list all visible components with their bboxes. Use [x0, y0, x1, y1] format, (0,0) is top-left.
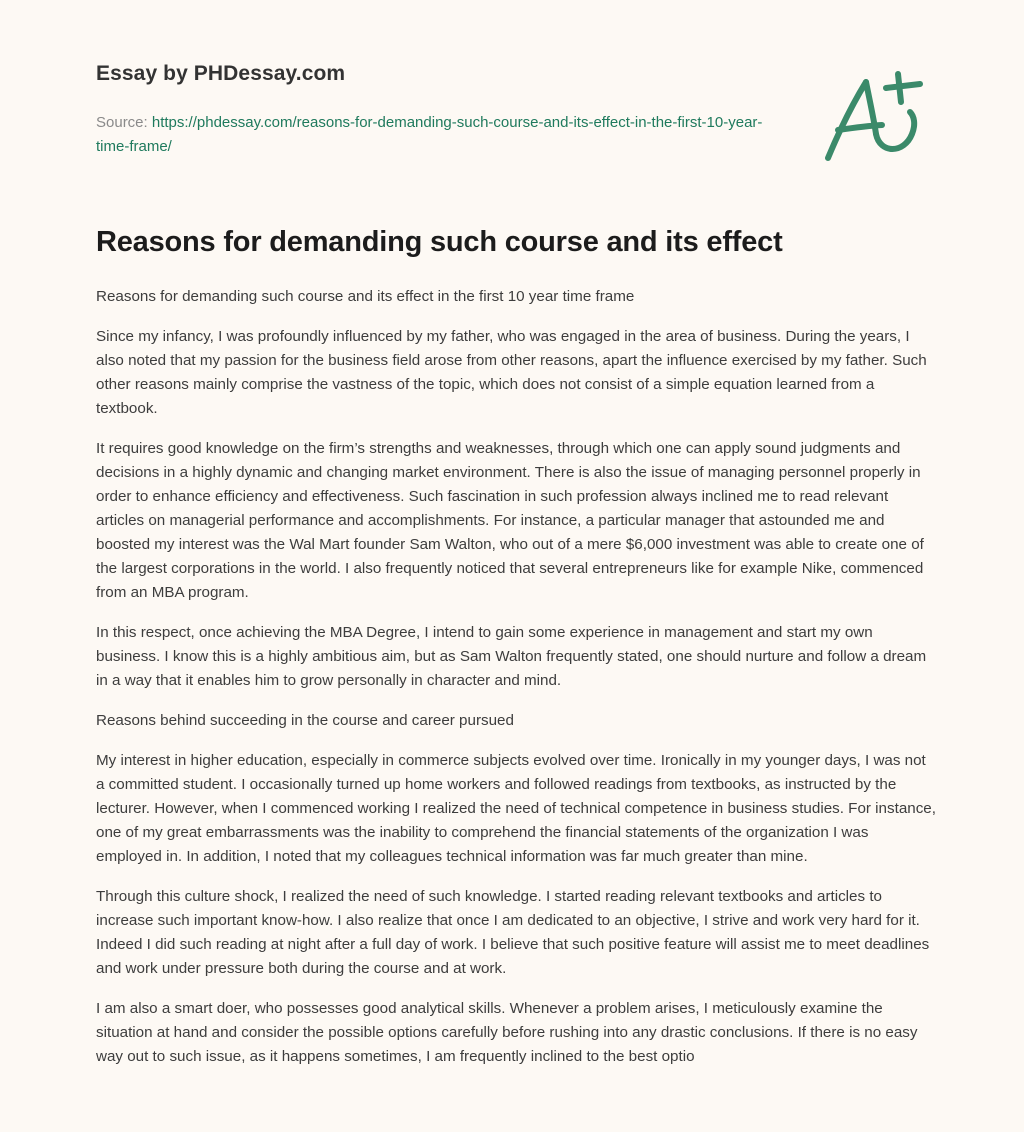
a-plus-grade-icon: [824, 68, 930, 166]
source-label: Source:: [96, 114, 152, 131]
source-line: [96, 111, 776, 159]
essay-body: [96, 285, 936, 1085]
essay-paragraph: I am also a smart doer, who possesses good analytical skills. Whenever a problem arises, I meticulously examine the situation at hand and consider the possible options carefully before rushing into any drastic conclusions. If there is no easy way out to such issue, as it happens sometimes, I am frequently inclined to the best optio: [96, 1000, 918, 1065]
essay-paragraph: Through this culture shock, I realized the need of such knowledge. I started reading relevant textbooks and articles to increase such important know-how. I also realize that once I am dedicated to an objective, I strive and work very hard for it. Indeed I did such reading at night after a full day of work. I believe that such positive feature will assist me to meet deadlines and work under pressure both during the course and at work.: [96, 888, 930, 977]
brand-title: Essay by PHDessay.com: [96, 62, 346, 85]
essay-paragraph: In this respect, once achieving the MBA Degree, I intend to gain some experience in management and start my own business. I know this is a highly ambitious aim, but as Sam Walton frequently stated, one should nurture and follow a dream in a way that it enables him to grow personally in character and mind.: [96, 624, 927, 689]
essay-page: [96, 0, 936, 1065]
essay-paragraph: My interest in higher education, especially in commerce subjects evolved over time. Ironically in my younger days, I was not a committed student. I occasionally turned up home workers and followed readings from textbooks, as instructed by the lecturer. However, when I commenced working I realized the need of technical competence in business studies. For instance, one of my great embarrassments was the inability to comprehend the financial statements of the organization I was employed in. In addition, I noted that my colleagues technical information was far much greater than mine.: [96, 752, 936, 865]
essay-paragraph: It requires good knowledge on the firm’s strengths and weaknesses, through which one can apply sound judgments and decisions in a highly dynamic and changing market environment. There is also the issue of managing personnel properly in order to enhance efficiency and effectiveness. Such fascination in such profession always inclined me to read relevant articles on managerial performance and accomplishments. For instance, a particular manager that astounded me and boosted my interest was the Wal Mart founder Sam Walton, who out of a mere $6,000 investment was able to create one of the largest corporations in the world. I also frequently noticed that several entrepreneurs like for example Nike, commenced from an MBA program.: [96, 440, 924, 601]
essay-subtitle: Reasons for demanding such course and its effect in the first 10 year time frame: [96, 288, 635, 305]
page-header: [96, 0, 936, 258]
essay-paragraph: Since my infancy, I was profoundly influenced by my father, who was engaged in the area of business. During the years, I also noted that my passion for the business field arose from other reasons, apart the influence exercised by my father. Such other reasons mainly comprise the vastness of the topic, which does not consist of a simple equation learned from a textbook.: [96, 328, 927, 417]
section-heading: Reasons behind succeeding in the course and career pursued: [96, 712, 514, 729]
source-link[interactable]: https://phdessay.com/reasons-for-demanding-such-course-and-its-effect-in-the-first-10-year-time-frame/: [96, 114, 763, 155]
essay-title: Reasons for demanding such course and its effect: [96, 226, 783, 258]
